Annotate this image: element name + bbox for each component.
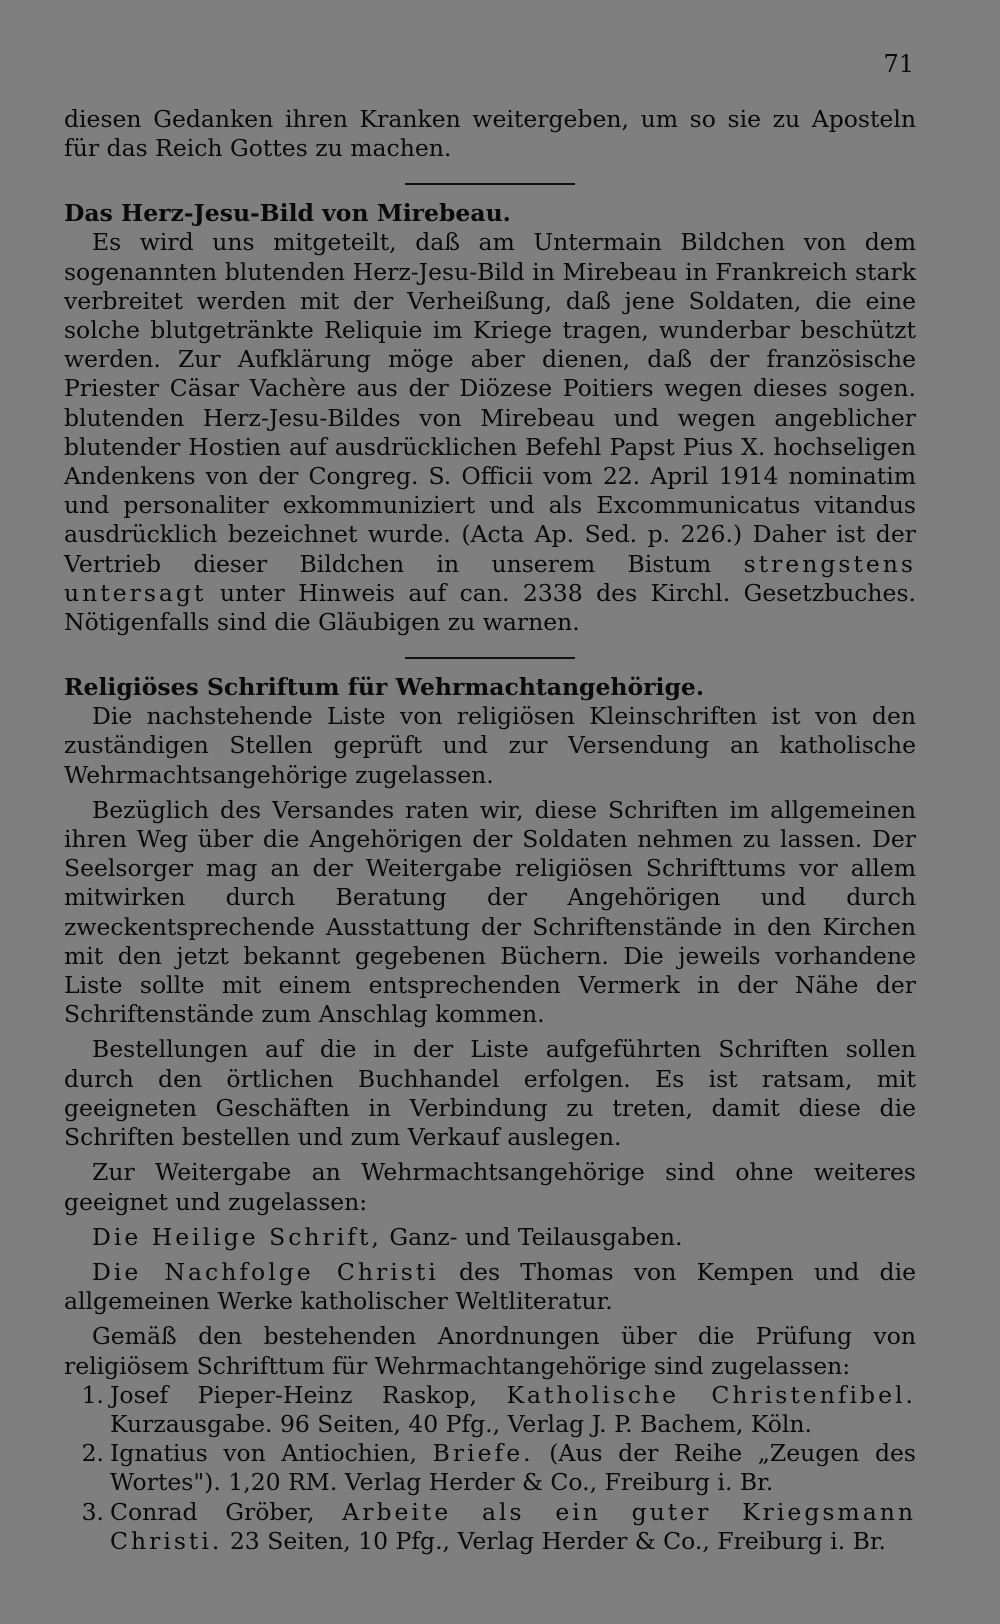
herz-jesu-text: Es wird uns mitgeteilt, daß am Untermain Bildchen von dem sogenannten blutenden Herz-Jesu-Bild in Mirebeau in Frankreich stark verbreitet werden mit der Verheißung, daß jene Soldaten, die eine solche blutgetränkte Reliquie im Kriege tragen, wunderbar beschützt werden. Zur Aufklärung möge aber dienen, daß der französische Priester Cäsar Vachère aus der Diözese Poitiers wegen dieses sogen. blutenden Herz-Jesu-Bildes von Mirebeau und wegen angeblicher blutender Hostien auf ausdrücklichen Befehl Papst Pius X. hochseligen Andenkens von der Congreg. S. Officii vom 22. April 1914 nominatim und personaliter exkommuniziert und als Excommunicatus vitandus ausdrücklich bezeichnet wurde. (Acta Ap. Sed. p. 226.) Daher ist der Vertrieb dieser Bildchen in unserem Bistum xyxy=(64,228,916,578)
list-number: 2. xyxy=(81,1439,104,1468)
list-details: 23 Seiten, 10 Pfg., Verlag Herder & Co., Freiburg i. Br. xyxy=(229,1526,887,1555)
list-number: 3. xyxy=(81,1497,104,1526)
page-number: 71 xyxy=(883,50,914,78)
list-item xyxy=(64,1381,916,1439)
book-note: des Thomas von Kempen und die allgemeinen Werke katholischer Weltliteratur. xyxy=(64,1257,916,1316)
paragraph: Bestellungen auf die in der Liste aufgeführten Schriften sollen durch den örtlichen Buchhandel erfolgen. Es ist ratsam, mit geeigneten Geschäften in Verbindung zu treten, damit diese die Schriften bestellen und zum Verkauf auslegen. xyxy=(64,1035,916,1152)
paragraph xyxy=(64,1223,916,1252)
page-content xyxy=(64,105,916,1556)
book-title: Die Nachfolge Christi xyxy=(92,1257,439,1286)
list-item xyxy=(64,1439,916,1497)
paragraph: Gemäß den bestehenden Anordnungen über die Prüfung von religiösem Schrifttum für Wehrmachtangehörige sind zugelassen: xyxy=(64,1322,916,1380)
paragraph: Die nachstehende Liste von religiösen Kleinschriften ist von den zuständigen Stellen geprüft und zur Versendung an katholische Wehrmachtsangehörige zugelassen. xyxy=(64,702,916,789)
list-number: 1. xyxy=(81,1380,104,1409)
list-item xyxy=(64,1498,916,1556)
book-note: Ganz- und Teilausgaben. xyxy=(389,1222,683,1251)
list-details: (Aus der Reihe „Zeugen des Wortes"). 1,20 RM. Verlag Herder & Co., Freiburg i. Br. xyxy=(110,1439,916,1497)
section-heading-schrifttum: Religiöses Schriftum für Wehrmachtangehörige. xyxy=(64,673,705,702)
emphasis-text: strengstens untersagt xyxy=(64,549,916,607)
list-author: Conrad Gröber, xyxy=(110,1497,315,1526)
section-divider xyxy=(405,657,575,659)
list-title: Briefe. xyxy=(432,1439,534,1468)
paragraph: Bezüglich des Versandes raten wir, diese Schriften im allgemeinen ihren Weg über die Angehörigen der Soldaten nehmen zu lassen. Der Seelsorger mag an der Weitergabe religiösen Schrifttums vor allem mitwirken durch Beratung der Angehörigen und durch zweckentsprechende Ausstattung der Schriftenstände in den Kirchen mit den jetzt bekannt gegebenen Büchern. Die jeweils vorhandene Liste sollte mit einem entsprechenden Vermerk in der Nähe der Schriftenstände zum Anschlag kommen. xyxy=(64,795,916,1029)
list-details: Kurzausgabe. 96 Seiten, 40 Pfg., Verlag J. P. Bachem, Köln. xyxy=(110,1409,813,1438)
paragraph xyxy=(64,1258,916,1316)
list-text xyxy=(110,1498,916,1556)
paragraph: Zur Weitergabe an Wehrmachtsangehörige sind ohne weiteres geeignet und zugelassen: xyxy=(64,1158,916,1216)
section-divider xyxy=(405,183,575,185)
herz-jesu-text-end: unter Hinweis auf can. 2338 des Kirchl. Gesetzbuches. Nötigenfalls sind die Gläubigen zu warnen. xyxy=(64,578,916,637)
intro-paragraph: diesen Gedanken ihren Kranken weitergeben, um so sie zu Aposteln für das Reich Gottes zu machen. xyxy=(64,105,916,163)
section-heading-herz-jesu: Das Herz-Jesu-Bild von Mirebeau. xyxy=(64,199,511,228)
list-title: Katholische Christenfibel. xyxy=(506,1380,916,1409)
list-text xyxy=(110,1439,916,1497)
list-author: Ignatius von Antiochien, xyxy=(110,1439,417,1468)
book-title: Die Heilige Schrift, xyxy=(92,1222,382,1251)
herz-jesu-paragraph xyxy=(64,228,916,637)
list-author: Josef Pieper-Heinz Raskop, xyxy=(110,1380,478,1409)
list-text xyxy=(110,1381,916,1439)
list-title: Arbeite als ein guter Kriegsmann Christi. xyxy=(110,1497,916,1555)
